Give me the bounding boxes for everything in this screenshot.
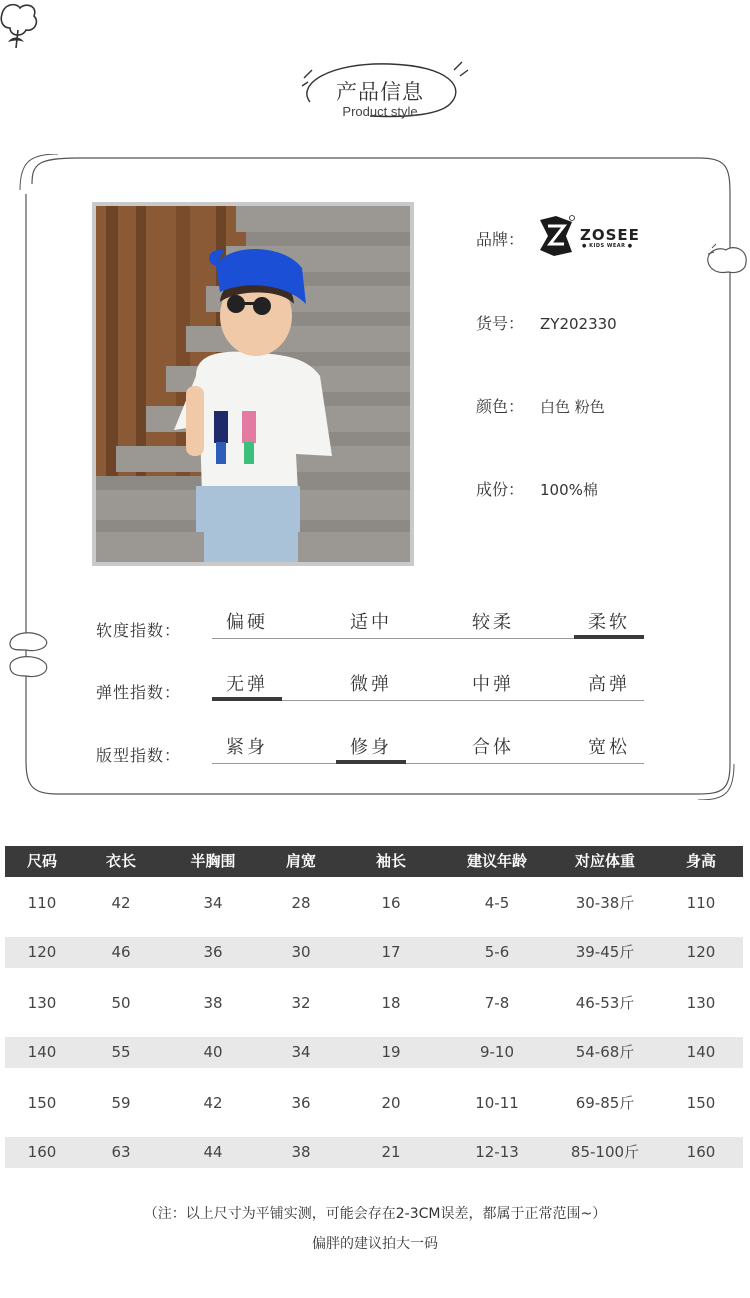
table-cell: 46	[111, 943, 131, 961]
material-value: 100%棉	[540, 481, 598, 499]
fit-index	[96, 729, 656, 769]
table-cell: 140	[27, 1043, 57, 1061]
page-subtitle: Product style	[342, 104, 418, 119]
table-cell: 46-53斤	[575, 994, 635, 1012]
table-cell: 9-10	[479, 1043, 515, 1061]
index-option: 无弹	[212, 666, 282, 696]
measurement-note: （注：以上尺寸为平铺实测，可能会存在2-3CM误差，都属于正常范围~）	[143, 1206, 607, 1222]
selected-bar	[212, 697, 282, 701]
table-row	[5, 888, 743, 919]
color-row	[476, 394, 605, 417]
table-cell: 32	[291, 994, 311, 1012]
brand-label: 品牌：	[476, 230, 525, 249]
brand-name: ZOSEE	[580, 226, 640, 244]
softness-index	[96, 604, 656, 644]
index-label: 弹性指数：	[96, 683, 182, 702]
index-option: 中弹	[472, 674, 514, 695]
table-cell: 38	[203, 994, 223, 1012]
table-cell: 120	[686, 943, 716, 961]
table-cell: 4-5	[484, 894, 510, 912]
table-cell: 17	[381, 943, 401, 961]
elasticity-index	[96, 666, 656, 706]
column-header: 建议年龄	[466, 852, 527, 870]
table-cell: 21	[381, 1143, 401, 1161]
selected-bar	[574, 635, 644, 639]
index-option: 宽松	[588, 737, 630, 758]
table-cell: 42	[203, 1094, 223, 1112]
index-label: 版型指数：	[96, 746, 182, 765]
table-row	[5, 1088, 743, 1119]
table-cell: 160	[27, 1143, 57, 1161]
index-option: 适中	[350, 612, 392, 633]
table-cell: 30	[291, 943, 311, 961]
table-cell: 7-8	[484, 994, 510, 1012]
page-title: 产品信息	[336, 80, 424, 104]
column-header: 肩宽	[285, 852, 316, 870]
table-cell: 150	[686, 1094, 716, 1112]
selected-bar	[336, 760, 406, 764]
table-cell: 85-100斤	[570, 1143, 640, 1161]
table-cell: 38	[291, 1143, 311, 1161]
index-option: 高弹	[588, 674, 630, 695]
item-number-row	[476, 311, 617, 334]
table-cell: 110	[686, 894, 716, 912]
column-header: 衣长	[105, 852, 136, 870]
table-cell: 36	[203, 943, 223, 961]
table-cell: 28	[291, 894, 311, 912]
column-header: 对应体重	[574, 852, 635, 870]
index-option: 偏硬	[226, 612, 268, 633]
table-row	[5, 988, 743, 1019]
table-cell: 34	[291, 1043, 311, 1061]
product-photo	[92, 202, 414, 566]
table-cell: 19	[381, 1043, 401, 1061]
table-cell: 130	[27, 994, 57, 1012]
table-row	[5, 937, 743, 968]
table-cell: 44	[203, 1143, 223, 1161]
material-row	[476, 477, 598, 500]
table-row	[5, 1037, 743, 1068]
table-cell: 59	[111, 1094, 131, 1112]
item-number-label: 货号：	[476, 314, 525, 333]
table-cell: 110	[27, 894, 57, 912]
table-cell: 16	[381, 894, 401, 912]
color-label: 颜色：	[476, 397, 525, 416]
table-row	[5, 1137, 743, 1168]
index-option: 紧身	[226, 737, 268, 758]
column-header: 身高	[685, 852, 716, 870]
table-cell: 42	[111, 894, 131, 912]
section-header	[290, 56, 470, 126]
table-cell: 10-11	[475, 1094, 519, 1112]
cloud-icon	[6, 626, 52, 686]
table-cell: 55	[111, 1043, 131, 1061]
brand-logo-icon	[536, 214, 576, 258]
table-cell: 50	[111, 994, 131, 1012]
table-cell: 40	[203, 1043, 223, 1061]
table-cell: 39-45斤	[575, 943, 635, 961]
table-cell: 30-38斤	[575, 894, 635, 912]
item-number-value: ZY202330	[540, 315, 617, 333]
table-cell: 20	[381, 1094, 401, 1112]
column-header: 尺码	[26, 852, 57, 870]
color-value: 白色 粉色	[540, 398, 605, 416]
table-cell: 12-13	[475, 1143, 519, 1161]
cotton-flower-icon	[0, 0, 40, 50]
brand-row	[476, 227, 540, 250]
table-cell: 140	[686, 1043, 716, 1061]
table-cell: 120	[27, 943, 57, 961]
table-cell: 34	[203, 894, 223, 912]
table-cell: 150	[27, 1094, 57, 1112]
column-header: 袖长	[375, 852, 406, 870]
table-cell: 5-6	[484, 943, 510, 961]
cloud-icon	[704, 240, 750, 280]
index-option: 柔软	[574, 604, 644, 634]
table-header	[5, 846, 743, 877]
table-cell: 54-68斤	[575, 1043, 635, 1061]
index-option: 合体	[472, 737, 514, 758]
sizing-advice: 偏胖的建议拍大一码	[312, 1236, 438, 1252]
material-label: 成份：	[476, 480, 525, 499]
table-cell: 130	[686, 994, 716, 1012]
table-cell: 63	[111, 1143, 131, 1161]
index-option: 修身	[336, 729, 406, 759]
brand-tagline: ● KIDS WEAR ●	[582, 243, 633, 249]
index-label: 软度指数：	[96, 621, 182, 640]
column-header: 半胸围	[190, 852, 236, 870]
index-baseline	[212, 763, 644, 764]
table-cell: 18	[381, 994, 401, 1012]
index-option: 较柔	[472, 612, 514, 633]
table-cell: 36	[291, 1094, 311, 1112]
table-cell: 69-85斤	[575, 1094, 635, 1112]
index-option: 微弹	[350, 674, 392, 695]
table-cell: 160	[686, 1143, 716, 1161]
